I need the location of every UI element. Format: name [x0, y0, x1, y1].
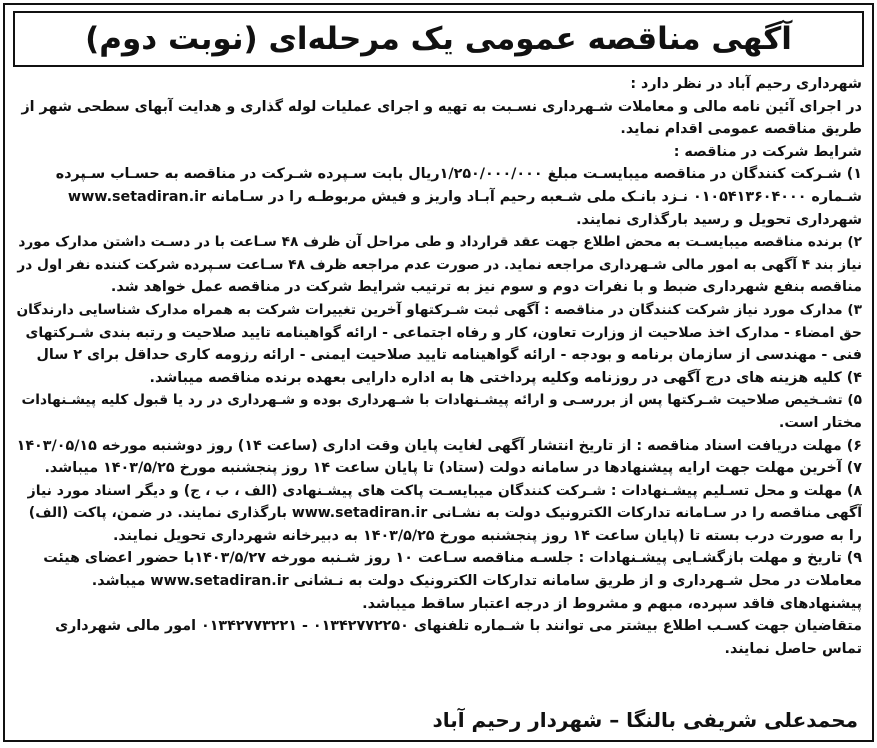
intro-text-line: در اجرای آئین نامه مالی و معاملات شـهرداری نسـبت به تهیه و اجرای عملیات لوله گذاری و هدایت آبهای سطحی شهر از: [21, 98, 862, 115]
condition-line: پیشنهادهای فاقد سپرده، مبهم و مشروط از درجه اعتبار ساقط میباشد.: [362, 595, 862, 612]
condition-line: معاملات در محل شـهرداری و از طریق سامانه تدارکات الکترونیک دولت به نـشانی www.setadiran.ir میباشد.: [91, 573, 862, 590]
condition-line: ۶) مهلت دریافت اسناد مناقصه : از تاریخ انتشار آگهی لغایت پایان وقت اداری (ساعت ۱۴) روز دوشنبه مورخه ۱۴۰۳/۰۵/۱۵: [16, 437, 862, 454]
contact-line: تماس حاصل نمایند.: [724, 640, 862, 657]
condition-line: مناقصه بنفع شهرداری ضبط و با نفرات دوم و سوم نیز به ترتیب شرایط شرکت در مناقصه عمل خواهد شد.: [110, 279, 862, 296]
condition-line: را به صورت درب بسته تا (پایان ساعت ۱۴ روز پنجشنبه مورخ ۱۴۰۳/۵/۲۵ به دبیرخانه شهرداری تحویل نمایند.: [112, 527, 862, 544]
notice-title: آگهی مناقصه عمومی یک مرحله‌ای (نوبت دوم): [13, 11, 864, 67]
condition-line: فنی - مهندسی از سازمان برنامه و بودجه - ارائه گواهینامه تایید صلاحیت ایمنی - ارائه رزومه کاری حداقل برای ۲ سال: [36, 347, 862, 364]
notice-body: [5, 67, 872, 660]
condition-line: مختار است.: [778, 414, 862, 431]
contact-line: متقاضیان جهت کسـب اطلاع بیشتر می توانند با شـماره تلفنهای ۰۱۳۴۲۷۷۲۲۵۰ - ۰۱۳۴۲۷۷۳۲۲۱ امور مالی شهرداری: [55, 618, 862, 635]
signature: محمدعلی شریفی بالنگا – شهردار رحیم آباد: [432, 708, 858, 732]
condition-line: ۲) برنده مناقصه میبایسـت به محض اطلاع جهت عقد قرارداد و طی مراحل آن ظرف ۴۸ سـاعت با در دسـت داشتن مدارک مورد: [18, 234, 862, 251]
condition-line: شهرداری تحویل و رسید بارگذاری نمایند.: [576, 211, 862, 228]
condition-line: ۳) مدارک مورد نیاز شرکت کنندگان در مناقصه : آگهی ثبت شـرکتهاو آخرین تغییرات شرکت به همراه مدارک شناسایی دارندگان: [16, 301, 862, 318]
condition-line: ۸) مهلت و محل تسـلیم پیشـنهادات : شـرکت کنندگان میبایسـت پاکت های پیشـنهادی (الف ، ب ، ج) و دیگر اسناد مورد نیاز: [27, 482, 862, 499]
intro-text-line: طریق مناقصه عمومی اقدام نماید.: [620, 121, 862, 138]
condition-line: شـماره ۰۱۰۵۴۱۳۶۰۴۰۰۰ نـزد بانـک ملی شـعبه رحیم آبـاد واریز و فیش مربوطـه را در سـامانه www.setadiran.ir: [67, 188, 862, 205]
condition-line: ۵) تشـخیص صلاحیت شـرکتها پس از بررسـی و ارائه پیشـنهادات با شـهرداری بوده و شـهرداری در رد یا قبول کلیه پیشـنهادات: [21, 392, 862, 409]
condition-line: حق امضاء - مدارک اخذ صلاحیت از وزارت تعاون، کار و رفاه اجتماعی - ارائه گواهینامه تایید صلاحیت و رتبه بندی شـرکتهای: [25, 324, 862, 341]
condition-line: نیاز بند ۴ آگهی به امور مالی شـهرداری مراجعه نماید. در صورت عدم مراجعه ظرف ۴۸ سـاعت سـپرده شرکت کننده نفر اول در: [17, 256, 862, 273]
tender-notice: [3, 3, 874, 742]
intro-heading: شهرداری رحیم آباد در نظر دارد :: [630, 76, 862, 92]
condition-line: ۹) تاریخ و مهلت بازگشـایی پیشـنهادات : جلسـه مناقصه سـاعت ۱۰ روز شـنبه مورخه ۱۴۰۳/۵/۲۷با حضور اعضای هیئت: [43, 550, 862, 567]
condition-line: ۱) شـرکت کنندگان در مناقصه میبایسـت مبلغ ۱/۲۵۰/۰۰۰/۰۰۰ریال بابت سـپرده شـرکت در مناقصه به حسـاب سـپرده: [55, 166, 862, 183]
condition-line: آگهی مناقصه را در سـامانه تدارکات الکترونیک دولت به نشـانی www.setadiran.ir بارگذاری نمایند. در ضمن، پاکت (الف): [28, 505, 862, 522]
conditions-heading: شرایط شرکت در مناقصه :: [673, 143, 862, 160]
condition-line: ۴) کلیه هزینه های درج آگهی در روزنامه وکلیه پرداختی ها به اداره دارایی بعهده برنده مناقصه میباشد.: [149, 369, 862, 386]
condition-line: ۷) آخرین مهلت جهت ارایه پیشنهادها در سامانه دولت (ستاد) تا پایان ساعت ۱۴ روز پنجشنبه مورخ ۱۴۰۳/۵/۲۵ میباشد.: [44, 460, 862, 477]
